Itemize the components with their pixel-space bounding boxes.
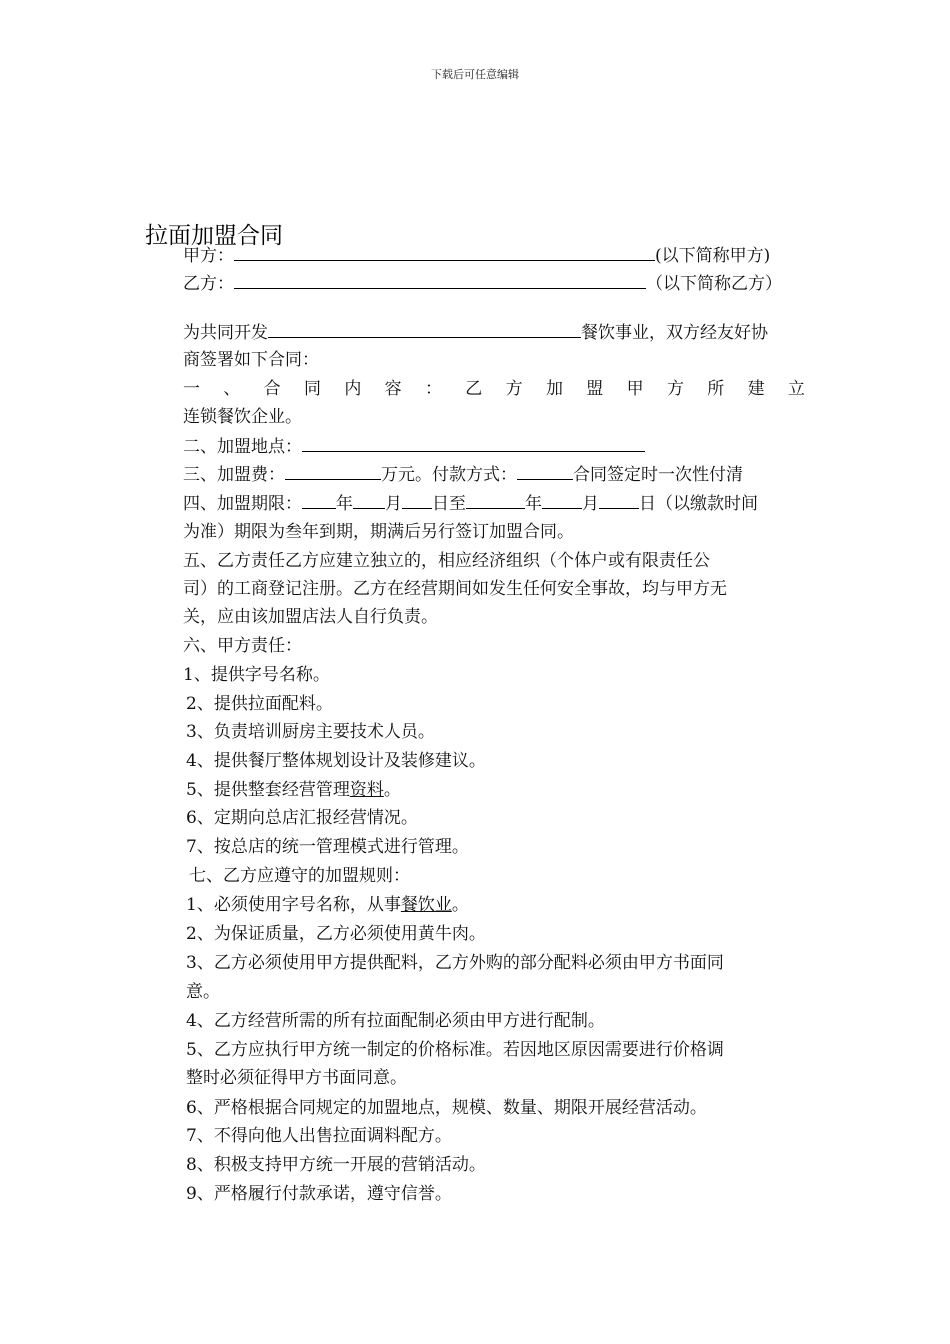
intro-blank (268, 320, 581, 338)
clause-6-item-2: 2、提供拉面配料。 (186, 694, 333, 714)
party-b-suffix: （以下简称乙方） (646, 274, 782, 294)
clause-1-char: 建 (747, 379, 765, 399)
clause-1-line-2: 连锁餐饮企业。 (183, 407, 302, 427)
clause-7-item-6: 6、严格根据合同规定的加盟地点，规模、数量、期限开展经营活动。 (186, 1098, 707, 1118)
month-1-blank (353, 491, 385, 509)
clause-3-tail: 合同签定时一次性付清 (573, 465, 743, 485)
clause-6-item-7: 7、按总店的统一管理模式进行管理。 (186, 837, 469, 857)
party-a-suffix: (以下简称甲方) (655, 246, 771, 266)
year-1-blank (302, 491, 336, 509)
clause-6-item-1: 1、提供字号名称。 (183, 665, 330, 685)
clause-1-char: 内 (344, 379, 362, 399)
day-2-blank (599, 491, 639, 509)
clause-2-blank (302, 434, 645, 452)
clause-4-label: 四、加盟期限： (183, 494, 302, 514)
clause-7-item-7: 7、不得向他人出售拉面调料配方。 (186, 1126, 452, 1146)
clause-3-payment-blank (517, 462, 573, 480)
intro-line-1 (183, 320, 768, 344)
clause-1-char: 合 (263, 379, 281, 399)
year-1-label: 年 (336, 494, 353, 514)
clause-1-char: 所 (707, 379, 725, 399)
party-a-blank (234, 243, 655, 261)
clause-1-char: 、 (223, 379, 241, 399)
clause-5-line-1: 五、乙方责任乙方应建立独立的，相应经济组织（个体户或有限责任公 (183, 551, 710, 571)
party-b-label: 乙方： (183, 274, 234, 294)
party-a-line (183, 243, 770, 267)
header-note: 下载后可任意编辑 (431, 68, 519, 81)
clause-6-heading: 六、甲方责任： (183, 636, 302, 656)
month-1-label: 月 (385, 494, 402, 514)
clause-7-item-1-underlined: 餐饮业 (400, 895, 452, 915)
party-a-label: 甲方： (183, 246, 234, 266)
day-1-label: 日至 (432, 494, 466, 514)
clause-1-char: 一 (183, 379, 200, 399)
clause-3-label: 三、加盟费： (183, 465, 285, 485)
clause-6-item-5 (186, 778, 401, 802)
clause-3-line (183, 462, 743, 486)
clause-6-item-4: 4、提供餐厅整体规划设计及装修建议。 (186, 751, 486, 771)
party-b-blank (234, 271, 646, 289)
clause-7-item-1-suffix: 。 (451, 895, 469, 915)
intro-suffix: 餐饮事业，双方经友好协 (581, 323, 768, 343)
month-2-label: 月 (582, 494, 599, 514)
clause-2-label: 二、加盟地点： (183, 437, 302, 457)
clause-2-line (183, 434, 645, 458)
clause-1-char: 甲 (626, 379, 644, 399)
clause-1-char: 加 (545, 379, 563, 399)
clause-3-fee-blank (285, 462, 381, 480)
clause-6-item-5-suffix: 。 (383, 780, 401, 800)
clause-7-heading: 七、乙方应遵守的加盟规则： (189, 866, 410, 886)
document-title: 拉面加盟合同 (145, 223, 283, 249)
clause-1-char: 乙 (465, 379, 483, 399)
clause-7-item-9: 9、严格履行付款承诺，遵守信誉。 (186, 1184, 452, 1204)
clause-1-line-1 (183, 377, 805, 401)
clause-6-item-6: 6、定期向总店汇报经营情况。 (186, 808, 418, 828)
clause-1-char: 立 (787, 379, 805, 399)
clause-5-line-3: 关，应由该加盟店法人自行负责。 (183, 607, 438, 627)
clause-7-item-1-prefix: 1、必须使用字号名称，从事 (186, 895, 401, 915)
clause-7-item-3-line-1: 3、乙方必须使用甲方提供配料，乙方外购的部分配料必须由甲方书面同 (186, 953, 724, 973)
day-2-label: 日（以缴款时间 (639, 494, 758, 514)
intro-prefix: 为共同开发 (183, 323, 268, 343)
clause-7-item-5-line-2: 整时必须征得甲方书面同意。 (186, 1068, 407, 1088)
year-2-blank (466, 491, 525, 509)
clause-7-item-3-line-2: 意。 (186, 982, 220, 1002)
clause-7-item-2: 2、为保证质量，乙方必须使用黄牛肉。 (186, 924, 486, 944)
day-1-blank (402, 491, 432, 509)
month-2-blank (542, 491, 582, 509)
clause-4-line-1 (183, 491, 758, 515)
party-b-line (183, 271, 782, 295)
clause-1-char: 盟 (586, 379, 604, 399)
clause-7-item-4: 4、乙方经营所需的所有拉面配制必须由甲方进行配制。 (186, 1011, 605, 1031)
clause-7-item-5-line-1: 5、乙方应执行甲方统一制定的价格标准。若因地区原因需要进行价格调 (186, 1040, 724, 1060)
clause-7-item-1 (186, 893, 469, 917)
clause-3-unit: 万元。付款方式： (381, 465, 517, 485)
intro-line-2: 商签署如下合同： (183, 350, 319, 370)
clause-7-item-8: 8、积极支持甲方统一开展的营销活动。 (186, 1155, 486, 1175)
clause-6-item-3: 3、负责培训厨房主要技术人员。 (186, 722, 435, 742)
clause-5-line-2: 司）的工商登记注册。乙方在经营期间如发生任何安全事故，均与甲方无 (183, 579, 727, 599)
clause-1-char: ： (424, 379, 442, 399)
clause-1-char: 方 (505, 379, 523, 399)
year-2-label: 年 (525, 494, 542, 514)
clause-1-char: 方 (666, 379, 684, 399)
clause-1-char: 同 (303, 379, 321, 399)
clause-1-char: 容 (384, 379, 402, 399)
clause-4-line-2: 为准）期限为叁年到期，期满后另行签订加盟合同。 (183, 522, 574, 542)
clause-6-item-5-underlined: 资料 (349, 780, 384, 800)
clause-6-item-5-prefix: 5、提供整套经营管理 (186, 780, 350, 800)
